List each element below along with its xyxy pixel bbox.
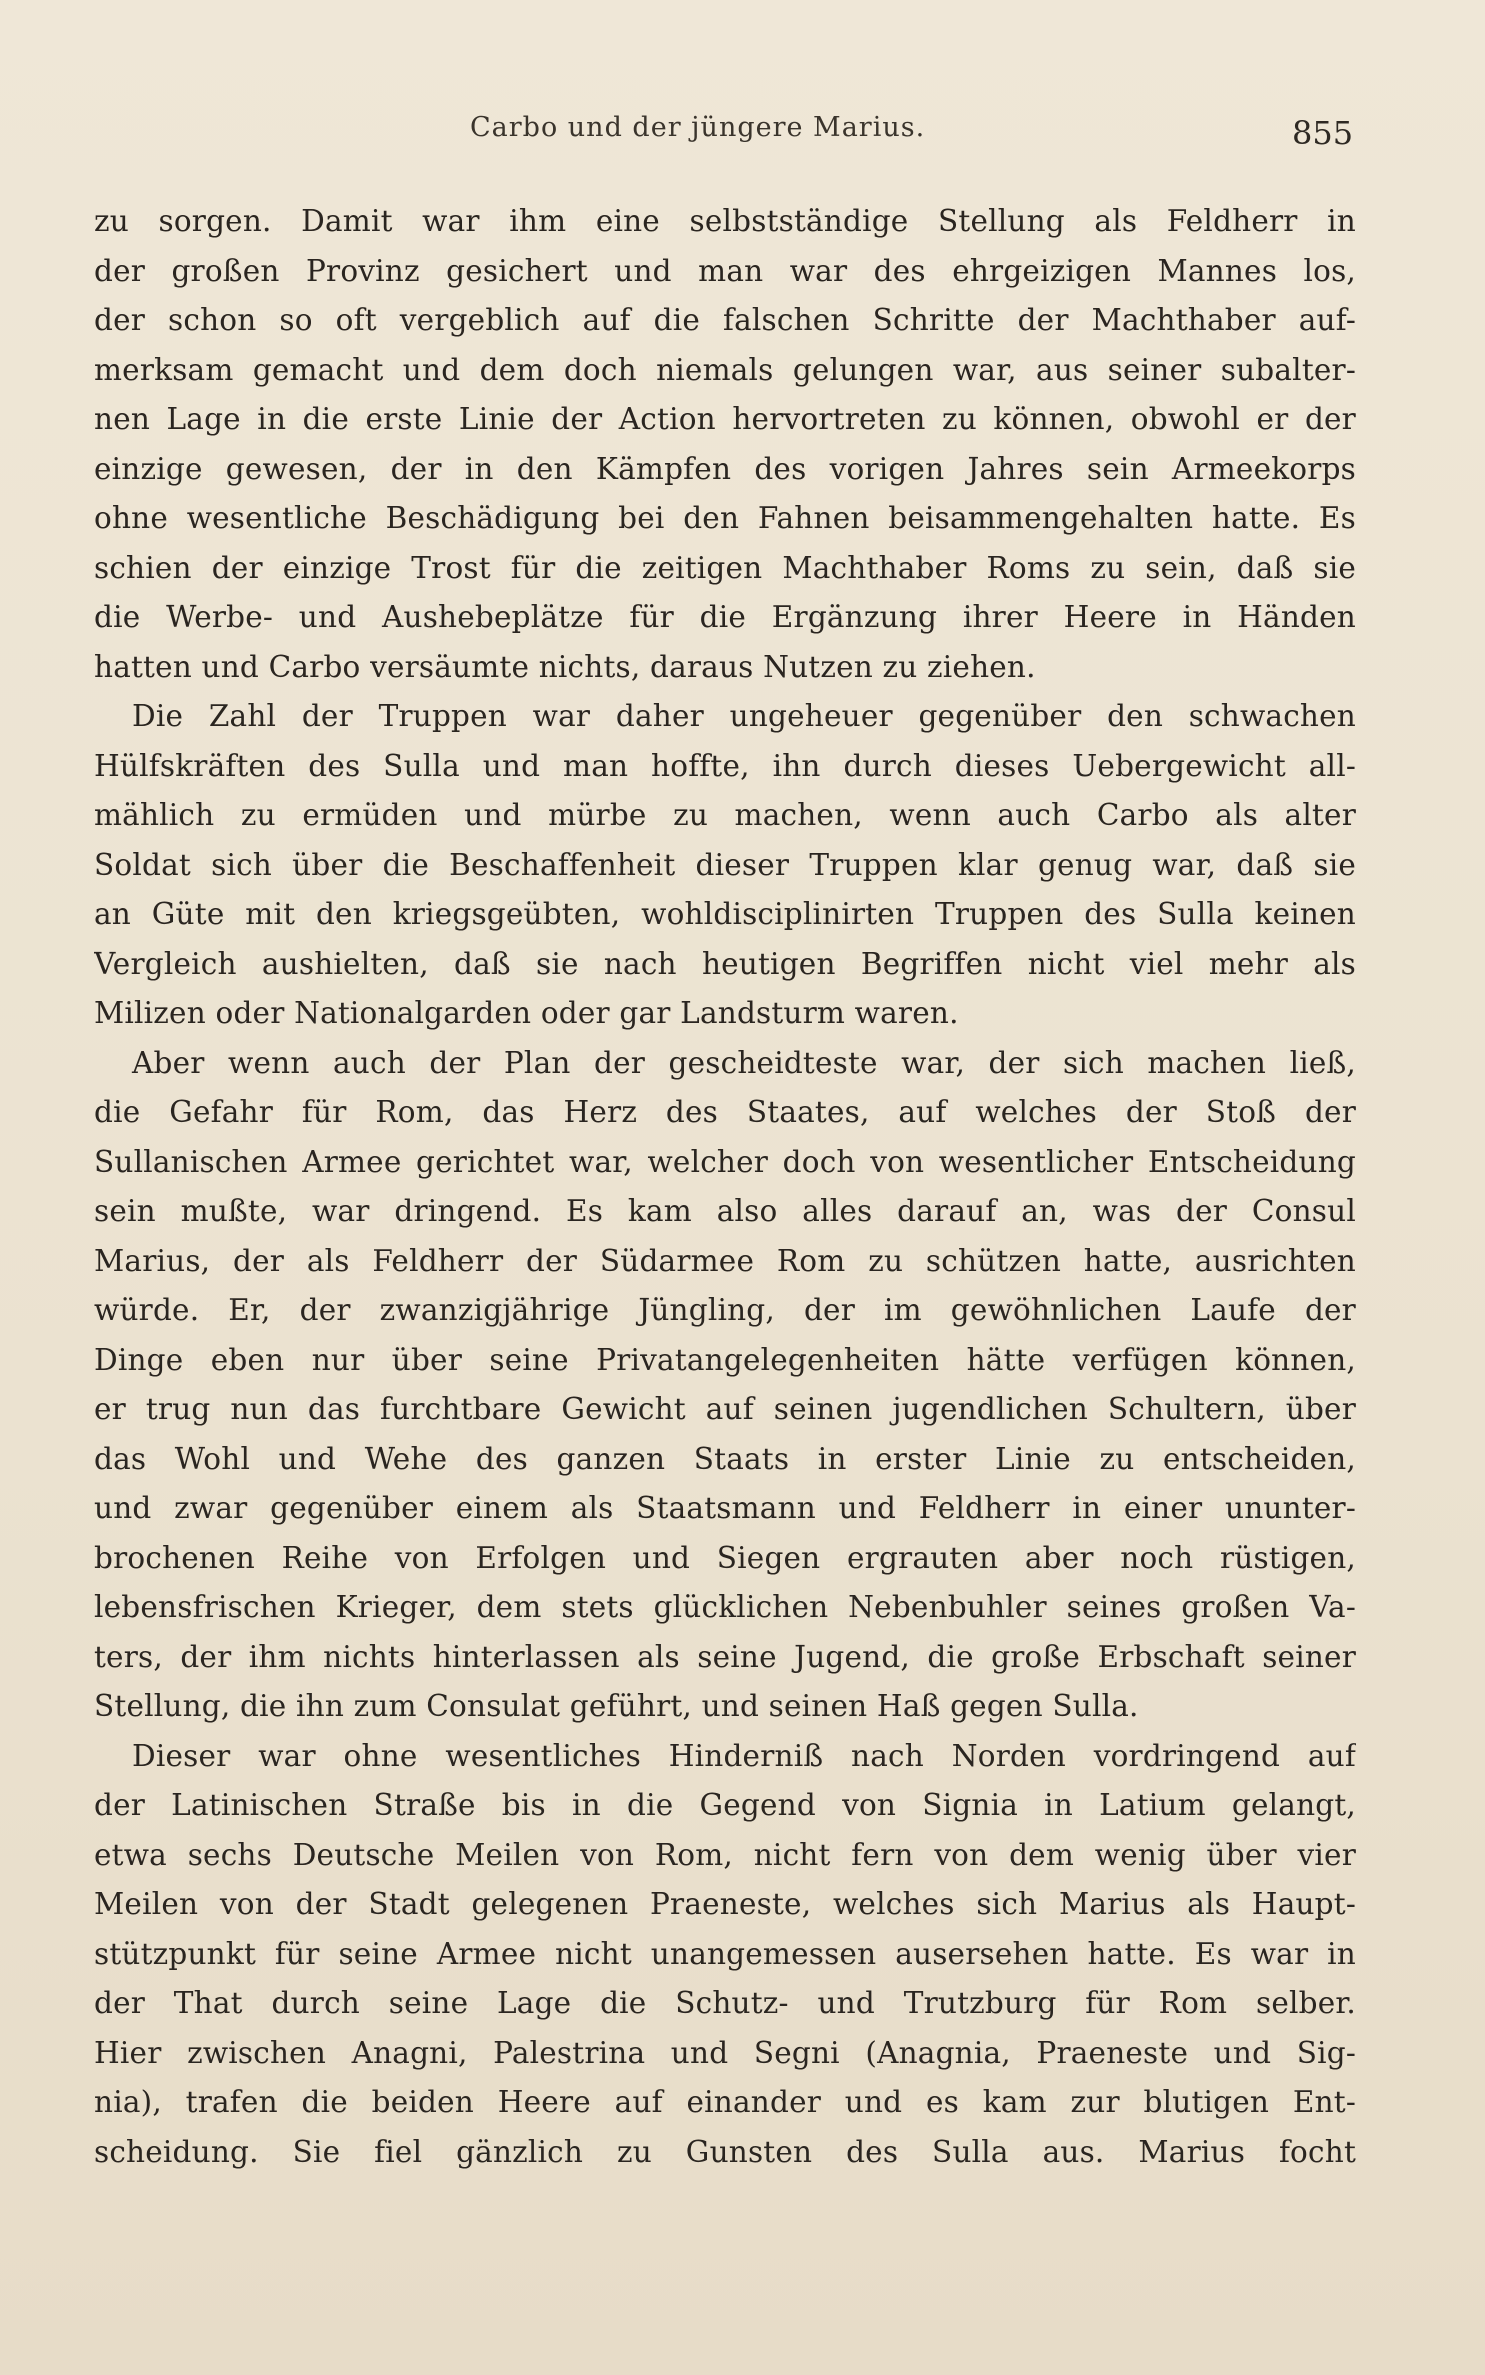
text-line: mählich zu ermüden und mürbe zu machen, wenn auch Carbo als alter <box>94 798 1356 832</box>
text-line: der Latinischen Straße bis in die Gegend von Signia in Latium gelangt, <box>94 1788 1356 1822</box>
text-line: nia), trafen die beiden Heere auf einander und es kam zur blutigen Ent- <box>94 2085 1356 2119</box>
text-line: Dieser war ohne wesentliches Hinderniß nach Norden vordringend auf <box>132 1738 1356 1773</box>
text-line: stützpunkt für seine Armee nicht unangemessen ausersehen hatte. Es war in <box>94 1936 1356 1971</box>
text-line: und zwar gegenüber einem als Staatsmann und Feldherr in einer ununter- <box>94 1491 1356 1525</box>
text-line: sein mußte, war dringend. Es kam also alles darauf an, was der Consul <box>94 1194 1356 1228</box>
text-line: merksam gemacht und dem doch niemals gelungen war, aus seiner subalter- <box>94 352 1356 387</box>
text-line: die Werbe- und Aushebeplätze für die Ergänzung ihrer Heere in Händen <box>94 600 1356 634</box>
text-line: der That durch seine Lage die Schutz- und Trutzburg für Rom selber. <box>94 1986 1356 2020</box>
text-line: schien der einzige Trost für die zeitigen Machthaber Roms zu sein, daß sie <box>94 550 1356 585</box>
text-line: Aber wenn auch der Plan der gescheidteste war, der sich machen ließ, <box>132 1045 1356 1080</box>
text-line: die Gefahr für Rom, das Herz des Staates, auf welches der Stoß der <box>94 1095 1356 1129</box>
text-line: Die Zahl der Truppen war daher ungeheuer gegenüber den schwachen <box>132 699 1356 733</box>
text-line: er trug nun das furchtbare Gewicht auf seinen jugendlichen Schultern, über <box>94 1392 1356 1426</box>
text-line: brochenen Reihe von Erfolgen und Siegen ergrauten aber noch rüstigen, <box>94 1540 1356 1575</box>
text-line: ters, der ihm nichts hinterlassen als seine Jugend, die große Erbschaft seiner <box>94 1639 1356 1674</box>
text-line: etwa sechs Deutsche Meilen von Rom, nicht fern von dem wenig über vier <box>94 1837 1356 1872</box>
text-line: Dinge eben nur über seine Privatangelegenheiten hätte verfügen können, <box>94 1342 1356 1377</box>
text-line: scheidung. Sie fiel gänzlich zu Gunsten des Sulla aus. Marius focht <box>94 2134 1356 2169</box>
text-line: lebensfrischen Krieger, dem stets glücklichen Nebenbuhler seines großen Va- <box>94 1590 1356 1624</box>
text-line: Marius, der als Feldherr der Südarmee Rom zu schützen hatte, ausrichten <box>94 1243 1356 1278</box>
running-title: Carbo und der jüngere Marius. <box>470 112 926 143</box>
page-number: 855 <box>1292 114 1354 152</box>
text-line: Hülfskräften des Sulla und man hoffte, ihn durch dieses Uebergewicht all- <box>94 748 1356 783</box>
text-line: einzige gewesen, der in den Kämpfen des vorigen Jahres sein Armeekorps <box>94 451 1356 486</box>
text-line: ohne wesentliche Beschädigung bei den Fahnen beisammengehalten hatte. Es <box>94 501 1356 535</box>
body-text <box>94 197 1356 2177</box>
text-line: Milizen oder Nationalgarden oder gar Landsturm waren. <box>94 996 959 1030</box>
text-line: Meilen von der Stadt gelegenen Praeneste, welches sich Marius als Haupt- <box>94 1887 1356 1921</box>
text-line: Stellung, die ihn zum Consulat geführt, und seinen Haß gegen Sulla. <box>94 1689 1139 1723</box>
text-line: zu sorgen. Damit war ihm eine selbstständige Stellung als Feldherr in <box>94 204 1356 238</box>
text-line: Hier zwischen Anagni, Palestrina und Segni (Anagnia, Praeneste und Sig- <box>94 2035 1356 2070</box>
text-line: der schon so oft vergeblich auf die falschen Schritte der Machthaber auf- <box>94 303 1356 337</box>
text-line: das Wohl und Wehe des ganzen Staats in erster Linie zu entscheiden, <box>94 1441 1356 1476</box>
text-line: Soldat sich über die Beschaffenheit dieser Truppen klar genug war, daß sie <box>94 847 1356 882</box>
page-header <box>0 112 1485 162</box>
text-line: hatten und Carbo versäumte nichts, daraus Nutzen zu ziehen. <box>94 649 1036 684</box>
text-line: Sullanischen Armee gerichtet war, welcher doch von wesentlicher Entscheidung <box>94 1144 1356 1179</box>
text-line: nen Lage in die erste Linie der Action hervortreten zu können, obwohl er der <box>94 402 1356 436</box>
text-line: Vergleich aushielten, daß sie nach heutigen Begriffen nicht viel mehr als <box>94 946 1356 981</box>
text-line: der großen Provinz gesichert und man war des ehrgeizigen Mannes los, <box>94 253 1356 288</box>
text-line: an Güte mit den kriegsgeübten, wohldisciplinirten Truppen des Sulla keinen <box>94 897 1356 931</box>
text-line: würde. Er, der zwanzigjährige Jüngling, der im gewöhnlichen Laufe der <box>94 1293 1356 1327</box>
